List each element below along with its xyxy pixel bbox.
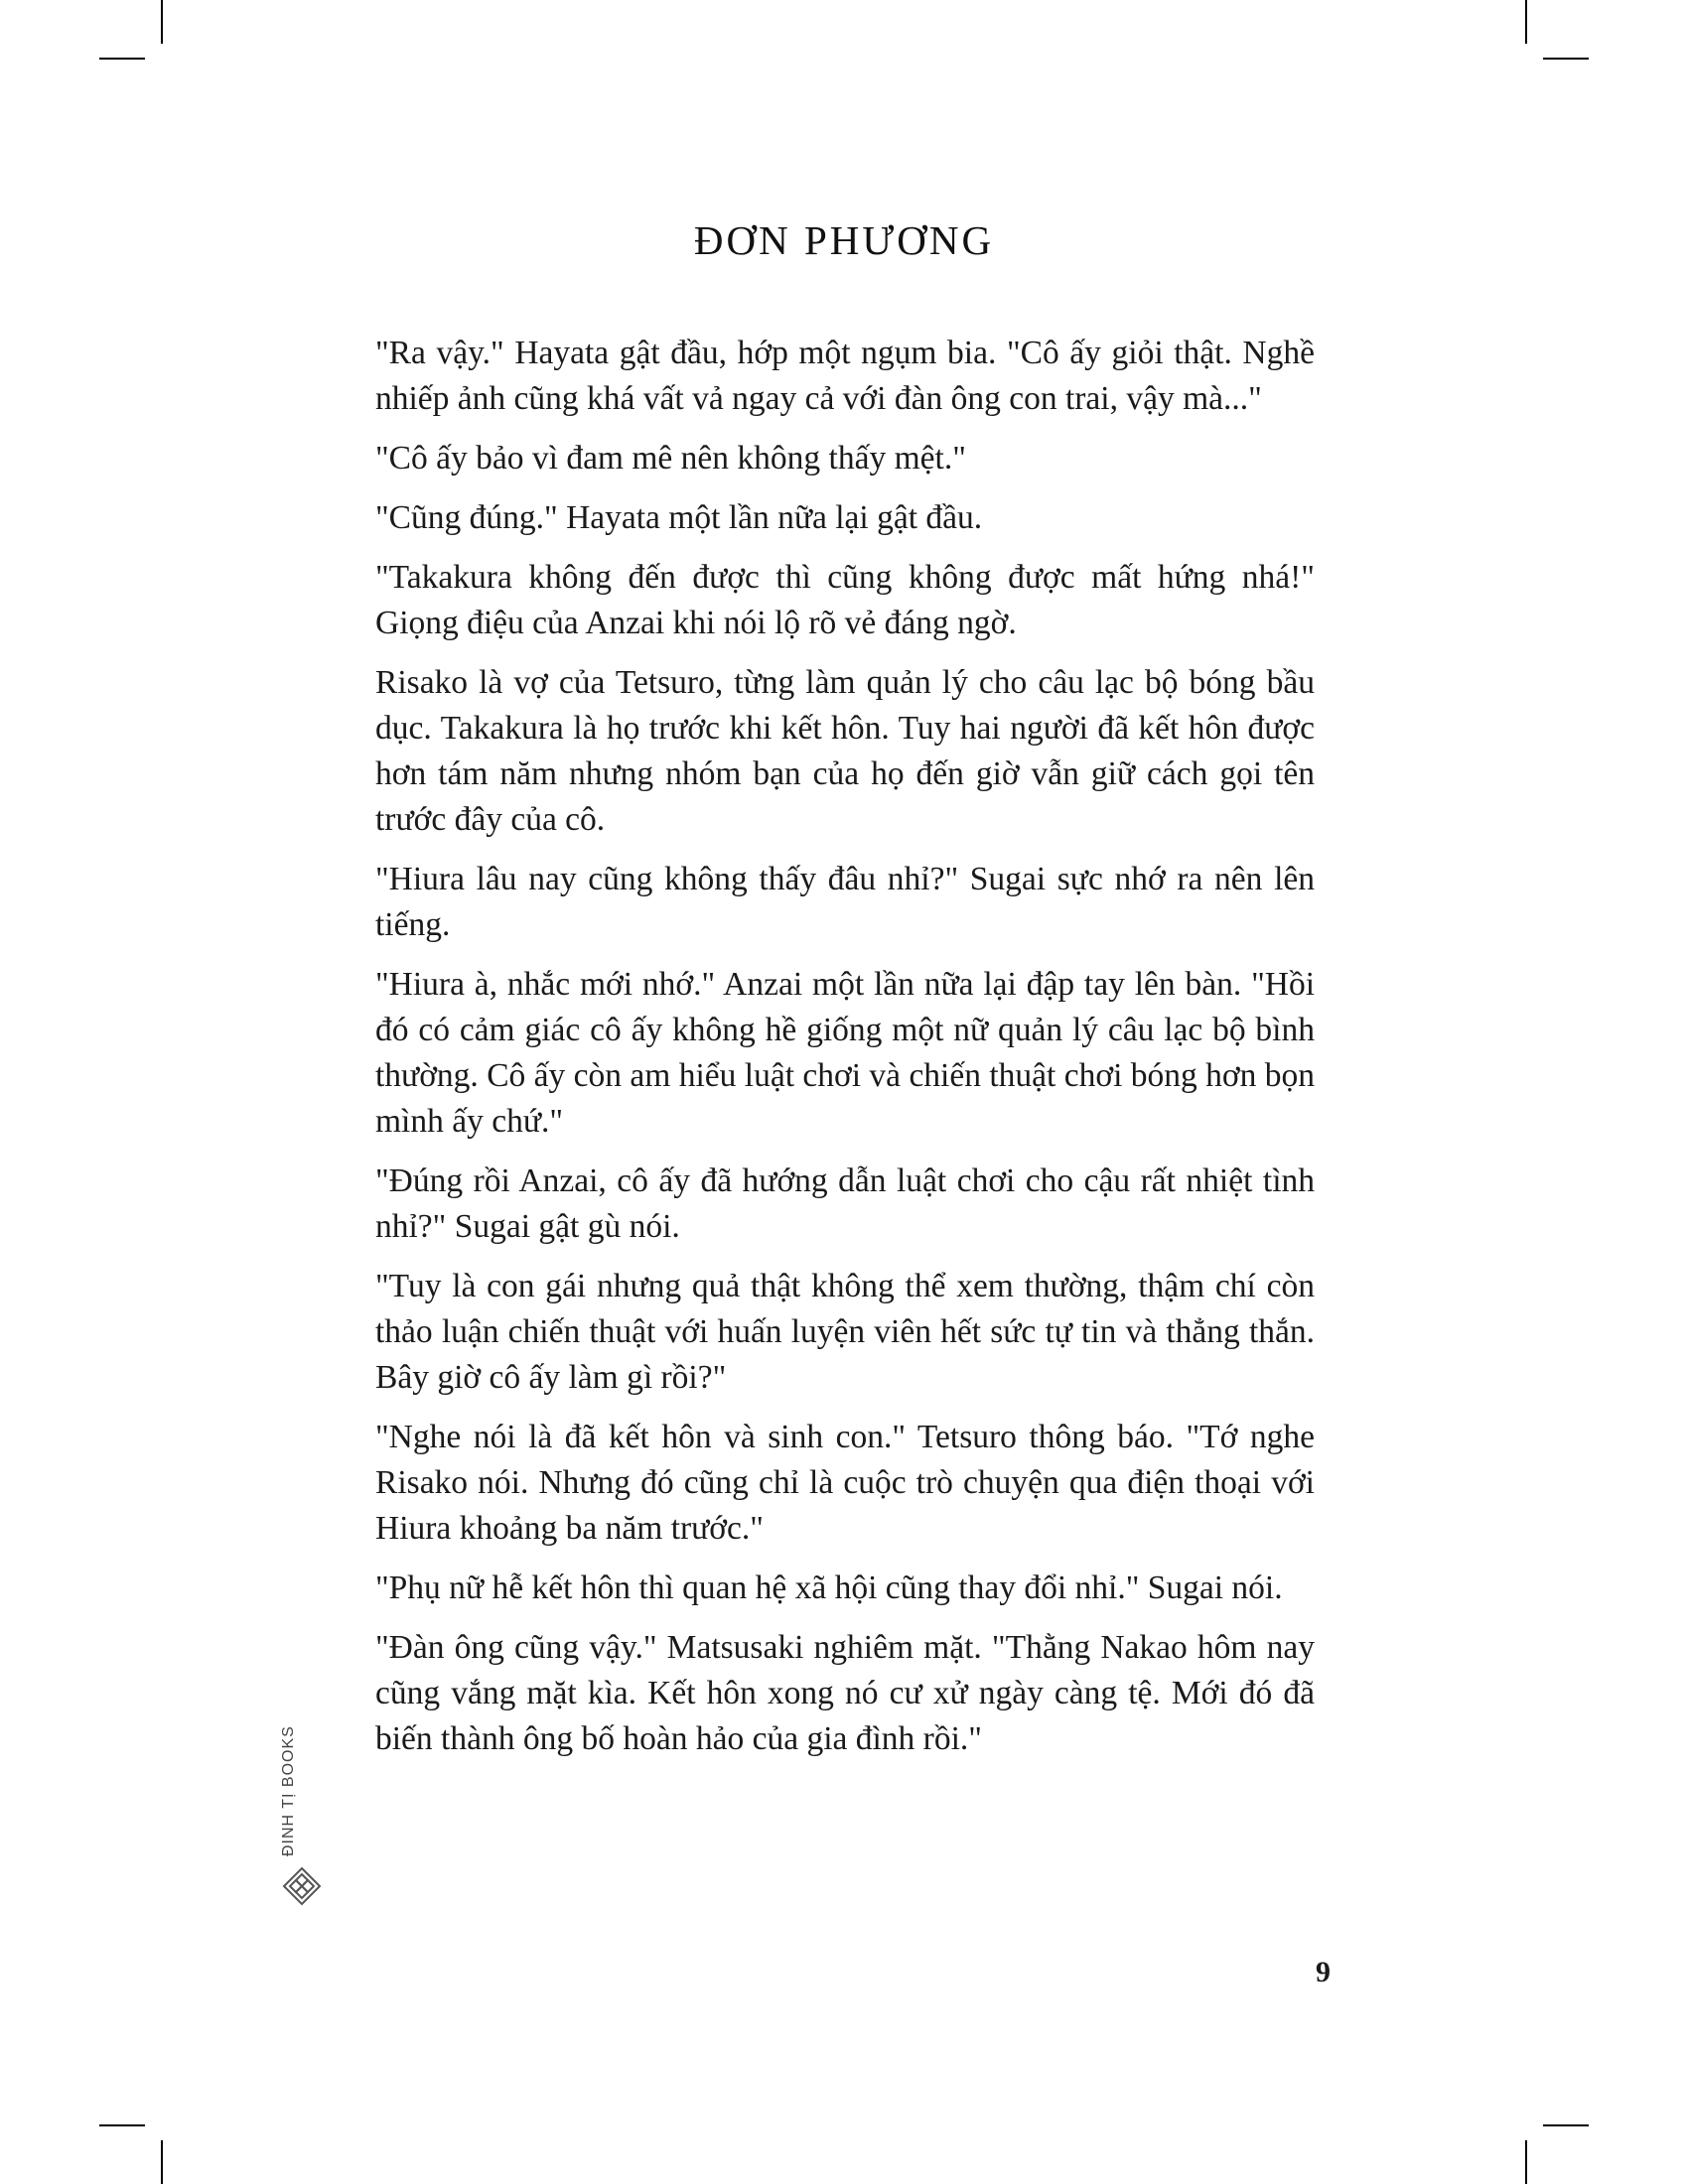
publisher-mark bbox=[278, 1727, 328, 1906]
paragraph: "Takakura không đến được thì cũng không được mất hứng nhá!" Giọng điệu của Anzai khi nói lộ rõ vẻ đáng ngờ. bbox=[375, 559, 1315, 641]
paragraph: Risako là vợ của Tetsuro, từng làm quản lý cho câu lạc bộ bóng bầu dục. Takakura là họ trước khi kết hôn. Tuy hai người đã kết hôn được hơn tám năm nhưng nhóm bạn của họ đến giờ vẫn giữ cách gọi tên trước đây của cô. bbox=[375, 664, 1315, 838]
crop-mark-top-left-vertical bbox=[161, 0, 163, 44]
running-head-title: ĐƠN PHƯƠNG bbox=[693, 217, 995, 263]
paragraph: "Ra vậy." Hayata gật đầu, hớp một ngụm bia. "Cô ấy giỏi thật. Nghề nhiếp ảnh cũng khá vất vả ngay cả với đàn ông con trai, vậy mà..." bbox=[375, 335, 1315, 417]
crop-mark-bottom-right-horizontal bbox=[1543, 2124, 1589, 2126]
page-number: 9 bbox=[1316, 1956, 1331, 1988]
diamond-grid-logo-icon bbox=[282, 1866, 322, 1906]
body-text bbox=[375, 331, 1315, 1776]
paragraph: "Hiura lâu nay cũng không thấy đâu nhỉ?" Sugai sực nhớ ra nên lên tiếng. bbox=[375, 861, 1315, 943]
paragraph: "Cũng đúng." Hayata một lần nữa lại gật đầu. bbox=[375, 499, 983, 536]
crop-mark-top-right-horizontal bbox=[1543, 58, 1589, 60]
crop-mark-top-right-vertical bbox=[1525, 0, 1527, 44]
paragraph: "Đúng rồi Anzai, cô ấy đã hướng dẫn luật chơi cho cậu rất nhiệt tình nhỉ?" Sugai gật gù nói. bbox=[375, 1162, 1315, 1245]
paragraph: "Nghe nói là đã kết hôn và sinh con." Tetsuro thông báo. "Tớ nghe Risako nói. Nhưng đó cũng chỉ là cuộc trò chuyện qua điện thoại với Hiura khoảng ba năm trước." bbox=[375, 1419, 1315, 1547]
crop-mark-bottom-left-vertical bbox=[161, 2140, 163, 2184]
paragraph: "Phụ nữ hễ kết hôn thì quan hệ xã hội cũng thay đổi nhỉ." Sugai nói. bbox=[375, 1570, 1283, 1606]
publisher-name: ĐINH TỊ BOOKS bbox=[280, 1725, 297, 1856]
crop-mark-bottom-left-horizontal bbox=[99, 2124, 145, 2126]
paragraph: "Đàn ông cũng vậy." Matsusaki nghiêm mặt. "Thằng Nakao hôm nay cũng vắng mặt kìa. Kết hôn xong nó cư xử ngày càng tệ. Mới đó đã biến thành ông bố hoàn hảo của gia đình rồi." bbox=[375, 1629, 1315, 1757]
crop-mark-top-left-horizontal bbox=[99, 58, 145, 60]
crop-mark-bottom-right-vertical bbox=[1525, 2140, 1527, 2184]
paragraph: "Cô ấy bảo vì đam mê nên không thấy mệt." bbox=[375, 440, 966, 477]
paragraph: "Hiura à, nhắc mới nhớ." Anzai một lần nữa lại đập tay lên bàn. "Hồi đó có cảm giác cô ấy không hề giống một nữ quản lý câu lạc bộ bình thường. Cô ấy còn am hiểu luật chơi và chiến thuật chơi bóng hơn bọn mình ấy chứ." bbox=[375, 966, 1315, 1140]
paragraph: "Tuy là con gái nhưng quả thật không thể xem thường, thậm chí còn thảo luận chiến thuật với huấn luyện viên hết sức tự tin và thẳng thắn. Bây giờ cô ấy làm gì rồi?" bbox=[375, 1268, 1315, 1396]
